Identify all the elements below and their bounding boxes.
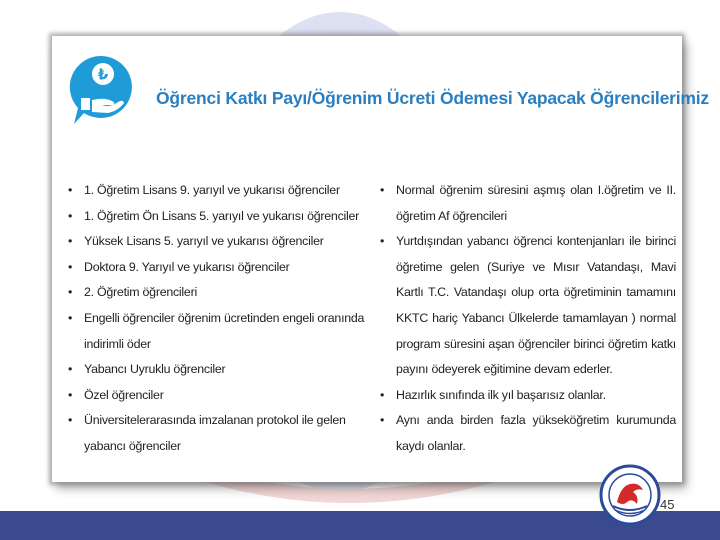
right-bullet-list <box>380 178 676 460</box>
list-item: • Özel öğrenciler <box>68 383 368 409</box>
list-item: • Aynı anda birden fazla yükseköğretim kurumunda kaydı olanlar. <box>380 408 676 459</box>
university-seal-icon <box>599 464 661 526</box>
list-item: • Yabancı Uyruklu öğrenciler <box>68 357 368 383</box>
slide-content-card <box>52 36 709 482</box>
lira-hand-icon <box>66 52 136 132</box>
list-item: • Üniversitelerarasında imzalanan protokol ile gelen yabancı öğrenciler <box>68 408 368 459</box>
list-item: • 1. Öğretim Ön Lisans 5. yarıyıl ve yukarısı öğrenciler <box>68 204 368 230</box>
svg-text:₺: ₺ <box>97 65 109 84</box>
list-item: • Engelli öğrenciler öğrenim ücretinden engeli oranında indirimli öder <box>68 306 368 357</box>
list-item: • Doktora 9. Yarıyıl ve yukarısı öğrenciler <box>68 255 368 281</box>
list-item: • Yüksek Lisans 5. yarıyıl ve yukarısı öğrenciler <box>68 229 368 255</box>
list-item: • Hazırlık sınıfında ilk yıl başarısız olanlar. <box>380 383 676 409</box>
list-item: • 2. Öğretim öğrencileri <box>68 280 368 306</box>
slide-title: Öğrenci Katkı Payı/Öğrenim Ücreti Ödemesi Yapacak Öğrencilerimiz <box>156 88 709 108</box>
list-item: • 1. Öğretim Lisans 9. yarıyıl ve yukarısı öğrenciler <box>68 178 368 204</box>
list-item: • Normal öğrenim süresini aşmış olan I.öğretim ve II. öğretim Af öğrencileri <box>380 178 676 229</box>
left-bullet-list <box>68 178 368 460</box>
list-item: • Yurtdışından yabancı öğrenci kontenjanları ile birinci öğretime gelen (Suriye ve Mısır Vatandaşı, Mavi Kartlı T.C. Vatandaşı olup orta öğretiminin tamamını KKTC hariç Yabancı Ülkelerde tamamlayan ) normal program süresini aşan öğrenciler birinci öğretim katkı payını ödeyerek eğitimine devam ederler. <box>380 229 676 383</box>
page-number: 45 <box>660 497 675 512</box>
